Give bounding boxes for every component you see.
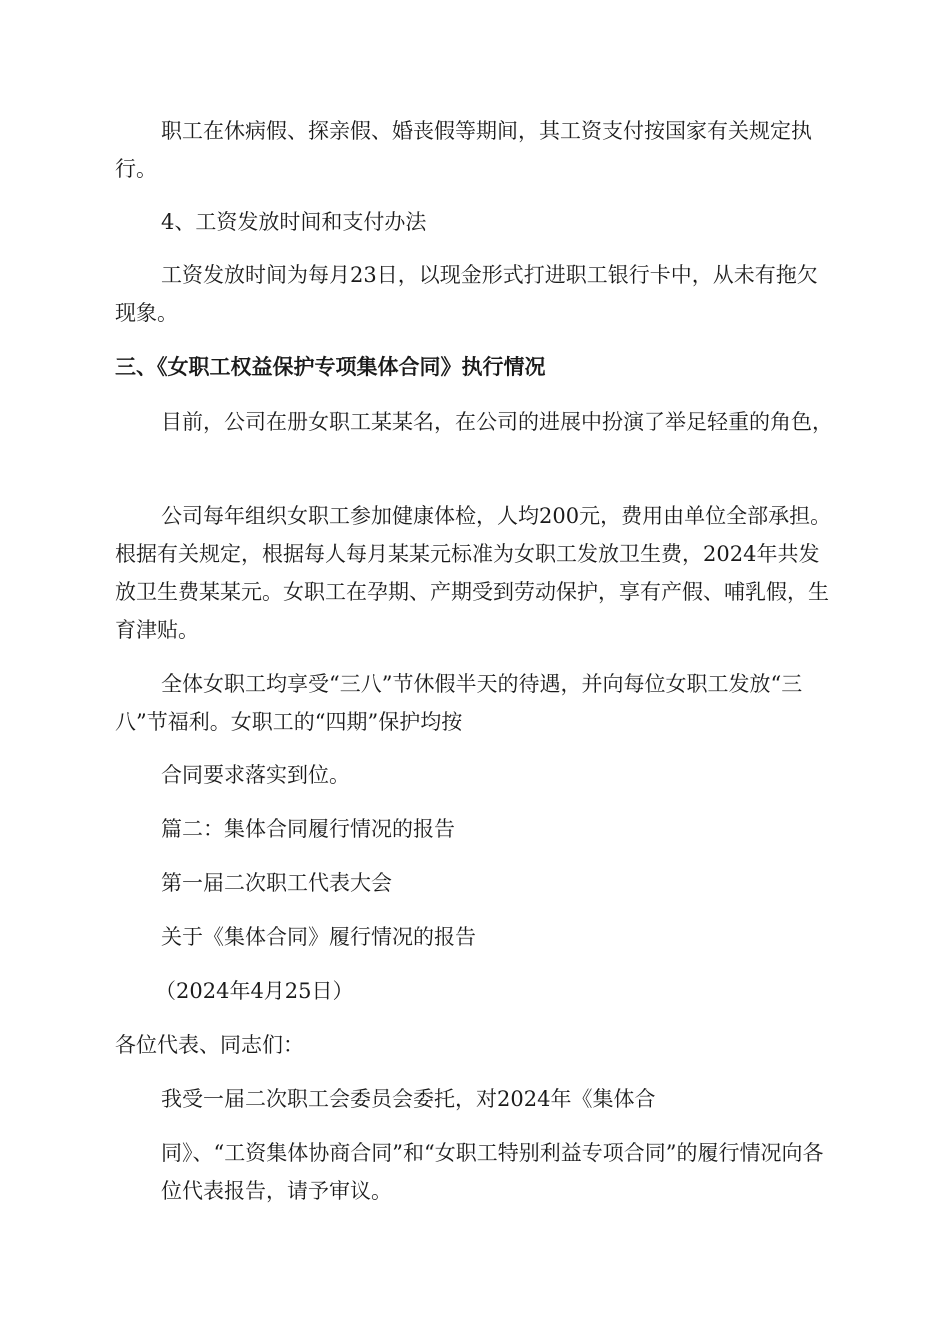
paragraph-march-eight: 全体女职工均享受“三八”节休假半天的待遇，并向每位女职工发放“三八”节福利。女职工的“四期”保护均按 [115, 672, 803, 734]
paragraph-leave-wages: 职工在休病假、探亲假、婚丧假等期间，其工资支付按国家有关规定执行。 [115, 119, 812, 181]
paragraph-health-check: 公司每年组织女职工参加健康体检，人均200元，费用由单位全部承担。根据有关规定，根据每人每月某某元标准为女职工发放卫生费，2024年共发放卫生费某某元。女职工在孕期、产期受到劳动保护，享有产假、哺乳假，生育津贴。 [115, 504, 832, 642]
heading-report-title: 关于《集体合同》履行情况的报告 [161, 925, 476, 949]
salutation: 各位代表、同志们： [115, 1033, 304, 1057]
paragraph-female-staff-count: 目前，公司在册女职工某某名，在公司的进展中扮演了举足轻重的角色， [161, 410, 833, 434]
paragraph-commissioned: 我受一届二次职工会委员会委托，对2024年《集体合 [161, 1087, 656, 1111]
paragraph-contracts-report: 同》、“工资集体协商合同”和“女职工特别利益专项合同”的履行情况向各位代表报告，请予审议。 [161, 1141, 824, 1203]
paragraph-contract-implemented: 合同要求落实到位。 [161, 763, 350, 787]
heading-congress: 第一届二次职工代表大会 [161, 871, 392, 895]
heading-wage-payment: 4、工资发放时间和支付办法 [161, 210, 427, 234]
heading-part-two: 篇二：集体合同履行情况的报告 [161, 817, 455, 841]
section-heading-female-workers: 三、《女职工权益保护专项集体合同》执行情况 [115, 354, 546, 379]
report-date: （2024年4月25日） [155, 979, 354, 1003]
paragraph-payment-date: 工资发放时间为每月23日，以现金形式打进职工银行卡中，从未有拖欠现象。 [115, 263, 818, 325]
